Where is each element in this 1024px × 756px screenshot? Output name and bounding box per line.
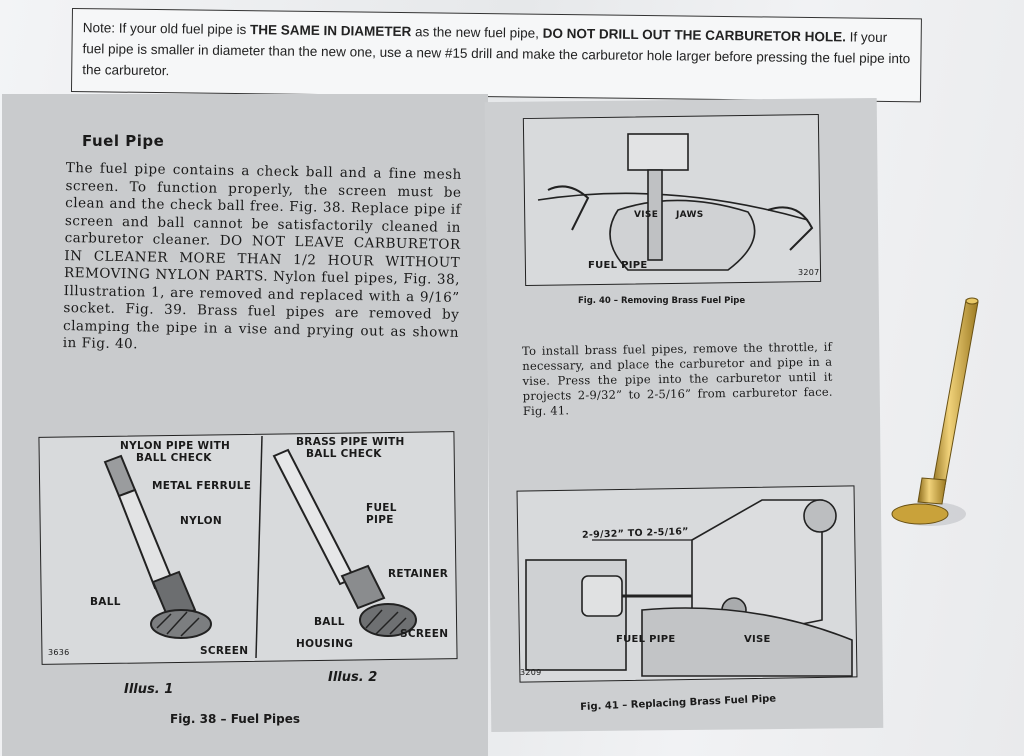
illus2-pipe-label: PIPE [366,514,394,526]
fig41-drawing [522,490,852,676]
fig41-fuel-pipe-label: FUEL PIPE [616,634,676,645]
illus1-code: 3636 [48,648,70,657]
note-mid: as the new fuel pipe, [411,24,543,41]
illus2-title: Illus. 2 [328,670,378,685]
note-bold-do-not-drill: DO NOT DRILL OUT THE CARBURETOR HOLE. [542,25,846,45]
install-instructions-text: To install brass fuel pipes, remove the throttle, if necessary, and place the carburetor and pipe in a vise. Press the pipe into the carburetor until it projects 2-9/32” to 2-5/16” from carburetor face. Fig. 41. [522,339,833,418]
fig41-vise-label: VISE [744,634,771,645]
illus2-label-top2: BALL CHECK [306,448,382,460]
illus2-housing-label: HOUSING [296,638,354,650]
fig40-code: 3207 [798,268,820,277]
fig41-caption: Fig. 41 – Replacing Brass Fuel Pipe [580,693,777,713]
brass-pipe-drawing [270,448,430,648]
illus2-ball-label: BALL [314,616,345,628]
note-prefix: Note: If your old fuel pipe is [82,20,251,38]
fig41-dimension-label: 2-9/32” TO 2-5/16” [581,526,689,541]
note-rest: If your fuel pipe is smaller in diameter than the new one, use a new #15 drill and make the carburetor hole larger before pressing the fuel pipe into the carburetor. [82,29,911,79]
illus2-retainer-label: RETAINER [388,568,449,580]
illus1-label-top: NYLON PIPE WITH [120,440,231,452]
illus1-label-top2: BALL CHECK [136,452,212,464]
illus2-label-top: BRASS PIPE WITH [296,436,405,448]
section-heading: Fuel Pipe [82,132,165,150]
illus2-fuel-label: FUEL [366,502,397,514]
fig40-caption: Fig. 40 – Removing Brass Fuel Pipe [578,296,746,306]
fig38-divider [252,432,272,662]
fig40-jaws-label: JAWS [676,210,704,220]
note-bold-same-diameter: THE SAME IN DIAMETER [250,22,412,40]
illus1-title: Illus. 1 [124,682,174,697]
brass-fuel-pipe [880,296,990,536]
note-box [71,8,922,102]
section-body-text: The fuel pipe contains a check ball and a fine mesh screen. To function properly, the screen must be clean and the check ball free. Fig. 38. Replace pipe if screen and ball cannot be satisfactorily cleaned in carburetor cleaner. DO NOT LEAVE CARBURETOR IN CLEANER MORE THAN 1/2 HOUR WITHOUT REMOVING NYLON PARTS. Nylon fuel pipes, Fig. 38, Illustration 1, are removed and replaced with a 9/16” socket. Fig. 39. Brass fuel pipes are removed by clamping the pipe in a vise and prying out as shown in Fig. 40. [62,160,462,353]
fig41-code: 3209 [520,668,542,677]
illus1-nylon-label: NYLON [180,515,222,527]
fig40-vise-label: VISE [634,210,659,220]
illus1-ball-label: BALL [90,596,121,608]
fig40-fuel-pipe-label: FUEL PIPE [588,260,648,271]
fig38-caption: Fig. 38 – Fuel Pipes [170,712,301,726]
illus2-screen-label: SCREEN [400,628,449,640]
illus1-screen-label: SCREEN [200,645,249,657]
illus1-metal-ferrule-label: METAL FERRULE [152,480,252,492]
fig40-drawing [528,120,818,280]
